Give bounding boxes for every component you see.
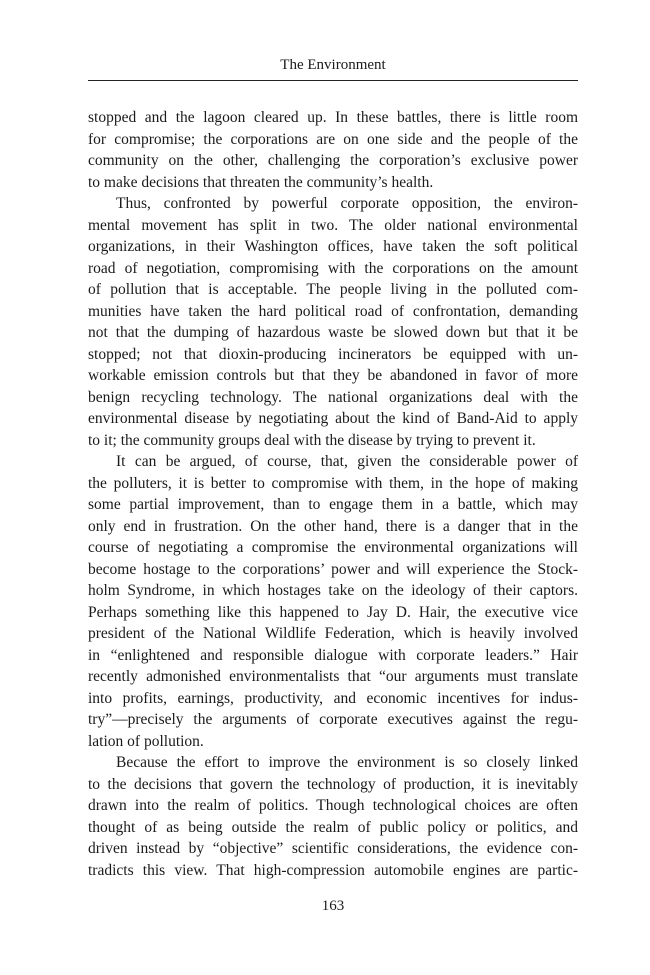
text-line: to make decisions that threaten the community’s health. — [88, 173, 434, 191]
text-line: Perhaps something like this happened to Jay D. Hair, the executive vice — [88, 603, 578, 621]
text-line: organizations, in their Washington offices, have taken the soft political — [88, 238, 578, 255]
text-line: stopped and the lagoon cleared up. In these battles, there is little room — [88, 109, 578, 126]
text-line: to the decisions that govern the technology of production, it is inevitably — [88, 775, 578, 793]
page-number: 163 — [321, 898, 345, 914]
header-rule — [88, 80, 578, 81]
text-line: workable emission controls but that they be abandoned in favor of more — [88, 367, 578, 384]
text-line: recently admonished environmentalists that “our arguments must translate — [88, 668, 578, 685]
text-line: benign recycling technology. The national organizations deal with the — [88, 388, 578, 406]
body-text — [88, 107, 578, 881]
running-head: The Environment — [280, 57, 386, 73]
text-line: try”—precisely the arguments of corporate executives against the regu- — [88, 711, 578, 728]
text-line: community on the other, challenging the corporation’s exclusive power — [88, 152, 578, 169]
text-line: president of the National Wildlife Federation, which is heavily involved — [88, 625, 578, 642]
text-line: drawn into the realm of politics. Though technological choices are often — [88, 797, 578, 814]
text-line: for compromise; the corporations are on one side and the people of the — [88, 130, 578, 148]
text-line: of pollution that is acceptable. The people living in the polluted com- — [88, 281, 578, 298]
text-line: Because the effort to improve the environment is so closely linked — [116, 754, 578, 771]
text-line: munities have taken the hard political road of confrontation, demanding — [88, 302, 578, 320]
text-line: stopped; not that dioxin-producing incinerators be equipped with un- — [88, 345, 578, 363]
text-line: tradicts this view. That high-compression automobile engines are partic- — [88, 861, 578, 879]
text-line: driven instead by “objective” scientific considerations, the evidence con- — [88, 840, 578, 857]
text-line: environmental disease by negotiating about the kind of Band-Aid to apply — [88, 410, 578, 427]
text-line: in “enlightened and responsible dialogue with corporate leaders.” Hair — [88, 646, 578, 664]
text-line: holm Syndrome, in which hostages take on the ideology of their captors. — [88, 582, 578, 599]
text-line: into profits, earnings, productivity, and economic incentives for indus- — [88, 689, 578, 707]
text-line: not that the dumping of hazardous waste be slowed down but that it be — [88, 324, 578, 341]
text-line: mental movement has split in two. The older national environmental — [88, 216, 578, 234]
text-line: the polluters, it is better to compromise with them, in the hope of making — [88, 474, 578, 492]
text-line: It can be argued, of course, that, given the considerable power of — [116, 453, 578, 470]
text-line: become hostage to the corporations’ power and will experience the Stock- — [88, 560, 578, 578]
text-line: Thus, confronted by powerful corporate opposition, the environ- — [116, 195, 578, 212]
text-line: only end in frustration. On the other hand, there is a danger that in the — [88, 517, 578, 535]
text-line: thought of as being outside the realm of public policy or politics, and — [88, 818, 578, 836]
text-line: some partial improvement, than to engage them in a battle, which may — [88, 496, 578, 513]
text-line: lation of pollution. — [88, 732, 204, 750]
text-line: to it; the community groups deal with the disease by trying to prevent it. — [88, 431, 536, 449]
text-line: road of negotiation, compromising with the corporations on the amount — [88, 259, 578, 277]
text-line: course of negotiating a compromise the environmental organizations will — [88, 539, 578, 556]
